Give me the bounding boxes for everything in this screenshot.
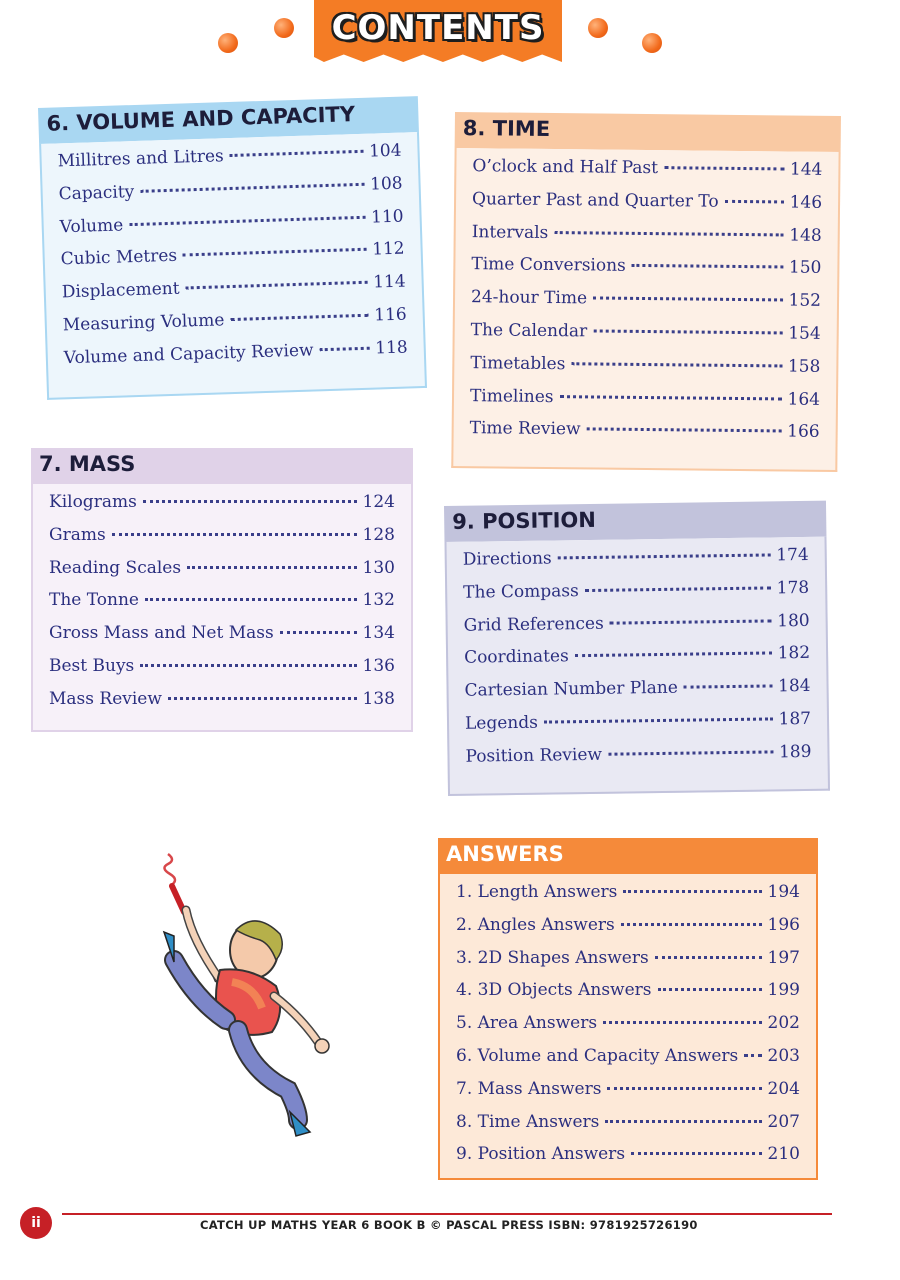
toc-entry-page: 150 xyxy=(788,257,822,279)
toc-list xyxy=(39,132,427,400)
toc-list xyxy=(445,537,831,796)
toc-entry xyxy=(456,1013,800,1046)
toc-entry-title: Kilograms xyxy=(49,492,137,512)
toc-entry xyxy=(456,980,800,1013)
toc-entry-page: 118 xyxy=(374,337,409,359)
toc-entry-title: Quarter Past and Quarter To xyxy=(471,188,719,212)
toc-entry xyxy=(49,656,395,689)
dot-leader xyxy=(623,890,761,893)
toc-entry-title: Intervals xyxy=(471,221,549,243)
toc-entry xyxy=(465,709,811,747)
toc-entry xyxy=(49,623,395,656)
toc-entry xyxy=(464,611,810,649)
toc-entry xyxy=(456,1144,800,1177)
toc-entry xyxy=(456,1112,800,1145)
toc-entry xyxy=(470,353,820,389)
toc-entry xyxy=(463,545,809,583)
dot-leader xyxy=(112,533,357,536)
toc-entry-title: Directions xyxy=(462,548,552,570)
toc-entry-title: Best Buys xyxy=(49,655,135,676)
dot-leader xyxy=(587,428,782,433)
toc-entry-title: 2. Angles Answers xyxy=(456,914,615,935)
toc-entry xyxy=(469,419,819,455)
toc-entry-page: 210 xyxy=(767,1144,800,1165)
section-title: 7. MASS xyxy=(31,448,413,484)
toc-entry-page: 104 xyxy=(368,140,402,162)
section-position xyxy=(444,501,830,796)
toc-entry xyxy=(471,287,821,323)
dot-leader xyxy=(187,566,356,569)
dot-leader xyxy=(664,166,784,170)
dot-leader xyxy=(607,1087,761,1090)
toc-entry-title: Grams xyxy=(49,524,106,545)
dot-leader xyxy=(603,1021,762,1024)
toc-entry xyxy=(464,676,810,714)
toc-entry-page: 112 xyxy=(371,238,405,260)
toc-entry xyxy=(472,156,822,192)
dot-leader xyxy=(185,281,367,290)
dot-leader xyxy=(684,685,772,689)
section-title: 6. VOLUME AND CAPACITY xyxy=(38,96,419,144)
toc-entry-page: 144 xyxy=(789,159,823,180)
toc-entry xyxy=(456,948,800,981)
dot-leader xyxy=(605,1120,761,1123)
dot-leader xyxy=(571,362,782,367)
toc-entry-title: Coordinates xyxy=(463,646,569,669)
dot-leader xyxy=(140,183,364,193)
toc-entry-page: 110 xyxy=(370,206,404,228)
toc-entry-page: 138 xyxy=(362,688,395,709)
toc-entry-title: 1. Length Answers xyxy=(456,882,618,902)
toc-entry-title: Reading Scales xyxy=(49,557,182,578)
toc-entry xyxy=(470,386,820,422)
toc-entry xyxy=(456,882,800,915)
dot-leader xyxy=(143,500,357,503)
toc-list xyxy=(31,484,413,732)
section-answers xyxy=(438,838,818,1180)
toc-entry xyxy=(471,255,821,291)
toc-entry-page: 158 xyxy=(787,356,821,377)
dot-leader xyxy=(593,329,782,334)
toc-entry-page: 108 xyxy=(369,173,403,195)
section-title: 8. TIME xyxy=(455,112,841,152)
toc-entry-title: Volume and Capacity Review xyxy=(63,340,314,369)
page-number: ii xyxy=(20,1207,52,1239)
toc-entry-page: 152 xyxy=(788,290,822,312)
dot-leader xyxy=(610,619,771,624)
dot-leader xyxy=(608,750,773,755)
dot-leader xyxy=(725,200,784,204)
toc-entry-page: 166 xyxy=(787,421,820,443)
toc-entry-page: 128 xyxy=(362,524,395,545)
toc-entry-page: 204 xyxy=(767,1078,800,1099)
toc-entry-page: 180 xyxy=(777,610,810,631)
toc-entry xyxy=(49,590,395,623)
toc-entry xyxy=(463,578,809,616)
toc-entry-title: Time Review xyxy=(469,418,581,440)
toc-entry xyxy=(49,558,395,591)
dot-leader xyxy=(658,988,762,991)
dot-leader xyxy=(230,314,368,321)
toc-entry xyxy=(49,689,395,722)
toc-entry-page: 184 xyxy=(777,676,811,697)
toc-entry-title: Cubic Metres xyxy=(60,246,178,270)
toc-entry-title: Cartesian Number Plane xyxy=(464,677,678,701)
toc-entry-page: 116 xyxy=(373,304,407,326)
dot-leader xyxy=(129,215,365,225)
decor-dot xyxy=(218,33,238,53)
toc-entry xyxy=(472,189,822,225)
toc-entry-title: Volume xyxy=(59,214,124,237)
dot-leader xyxy=(280,631,357,634)
toc-entry-page: 187 xyxy=(778,708,812,730)
toc-entry-page: 134 xyxy=(362,623,395,644)
toc-entry-title: 5. Area Answers xyxy=(456,1013,598,1034)
toc-entry-page: 174 xyxy=(776,544,809,566)
toc-entry-title: 24-hour Time xyxy=(470,287,588,309)
dot-leader xyxy=(631,1152,762,1155)
toc-entry-page: 136 xyxy=(362,655,395,676)
toc-entry xyxy=(456,1046,800,1079)
toc-list xyxy=(451,148,840,472)
toc-entry-title: 4. 3D Objects Answers xyxy=(456,980,652,1001)
toc-entry-page: 203 xyxy=(767,1045,800,1066)
toc-entry-title: Millitres and Litres xyxy=(57,146,225,172)
toc-entry-page: 146 xyxy=(789,192,823,213)
toc-entry-page: 132 xyxy=(362,590,395,611)
toc-entry xyxy=(49,525,395,558)
dot-leader xyxy=(230,150,363,157)
footer-text: CATCH UP MATHS YEAR 6 BOOK B © PASCAL PRESS ISBN: 9781925726190 xyxy=(200,1218,698,1232)
boy-with-pencil-illustration xyxy=(150,850,350,1140)
toc-entry-title: Position Review xyxy=(465,744,603,767)
dot-leader xyxy=(575,652,772,658)
toc-entry-page: 194 xyxy=(767,882,800,902)
dot-leader xyxy=(544,717,773,723)
dot-leader xyxy=(621,923,762,926)
dot-leader xyxy=(593,297,783,302)
toc-entry-page: 207 xyxy=(767,1111,800,1132)
toc-entry-page: 199 xyxy=(767,980,800,1001)
toc-entry-title: Gross Mass and Net Mass xyxy=(49,623,274,644)
toc-entry-title: Time Conversions xyxy=(471,254,626,277)
dot-leader xyxy=(145,598,357,601)
toc-entry-title: Displacement xyxy=(61,278,180,303)
toc-entry-page: 114 xyxy=(372,271,406,293)
toc-entry xyxy=(470,320,820,356)
section-time xyxy=(451,112,841,472)
toc-list xyxy=(438,874,818,1180)
toc-entry-page: 130 xyxy=(362,557,395,578)
toc-entry-title: O’clock and Half Past xyxy=(472,156,659,179)
dot-leader xyxy=(585,586,771,592)
toc-entry-title: Timelines xyxy=(469,385,554,407)
toc-entry-page: 189 xyxy=(778,741,812,763)
toc-entry-title: Capacity xyxy=(58,181,135,205)
dot-leader xyxy=(744,1054,761,1057)
toc-entry xyxy=(464,643,810,681)
toc-entry-page: 182 xyxy=(777,643,811,664)
toc-entry xyxy=(465,742,811,780)
toc-entry xyxy=(456,1079,800,1112)
toc-entry-page: 154 xyxy=(788,323,821,344)
toc-entry-title: The Tonne xyxy=(49,590,139,611)
toc-entry xyxy=(456,915,800,948)
dot-leader xyxy=(168,697,357,700)
toc-entry-title: Mass Review xyxy=(49,688,162,709)
dot-leader xyxy=(560,395,782,400)
toc-entry-title: 9. Position Answers xyxy=(456,1144,626,1165)
toc-entry-page: 197 xyxy=(767,947,800,968)
toc-entry-page: 124 xyxy=(362,492,395,512)
toc-entry-page: 178 xyxy=(776,577,810,599)
toc-entry-title: Timetables xyxy=(470,352,566,374)
dot-leader xyxy=(319,346,369,351)
dot-leader xyxy=(554,231,783,236)
toc-entry-title: 8. Time Answers xyxy=(456,1111,600,1132)
toc-entry-title: 7. Mass Answers xyxy=(456,1078,602,1099)
toc-entry-page: 148 xyxy=(789,225,822,246)
dot-leader xyxy=(632,264,783,269)
toc-entry-page: 202 xyxy=(767,1013,800,1034)
section-title: ANSWERS xyxy=(438,838,818,874)
dot-leader xyxy=(655,956,762,959)
decor-dot xyxy=(642,33,662,53)
dot-leader xyxy=(558,553,771,559)
section-volume-capacity xyxy=(38,96,427,400)
toc-entry-title: 6. Volume and Capacity Answers xyxy=(456,1045,739,1066)
toc-entry-title: The Calendar xyxy=(470,320,588,342)
toc-entry-title: 3. 2D Shapes Answers xyxy=(456,947,649,968)
section-title: 9. POSITION xyxy=(444,501,826,542)
toc-entry-page: 164 xyxy=(787,389,821,410)
toc-entry-title: The Compass xyxy=(463,580,579,603)
toc-entry xyxy=(49,492,395,525)
toc-entry-title: Legends xyxy=(464,712,539,734)
decor-dot xyxy=(588,18,608,38)
section-mass xyxy=(31,448,413,732)
dot-leader xyxy=(140,664,356,667)
toc-entry-title: Measuring Volume xyxy=(62,310,225,336)
footer-rule xyxy=(62,1213,832,1215)
dot-leader xyxy=(183,248,366,257)
page-title: CONTENTS xyxy=(331,8,545,48)
toc-entry-title: Grid References xyxy=(463,613,604,636)
toc-entry-page: 196 xyxy=(767,914,800,935)
toc-entry xyxy=(472,222,822,258)
decor-dot xyxy=(274,18,294,38)
